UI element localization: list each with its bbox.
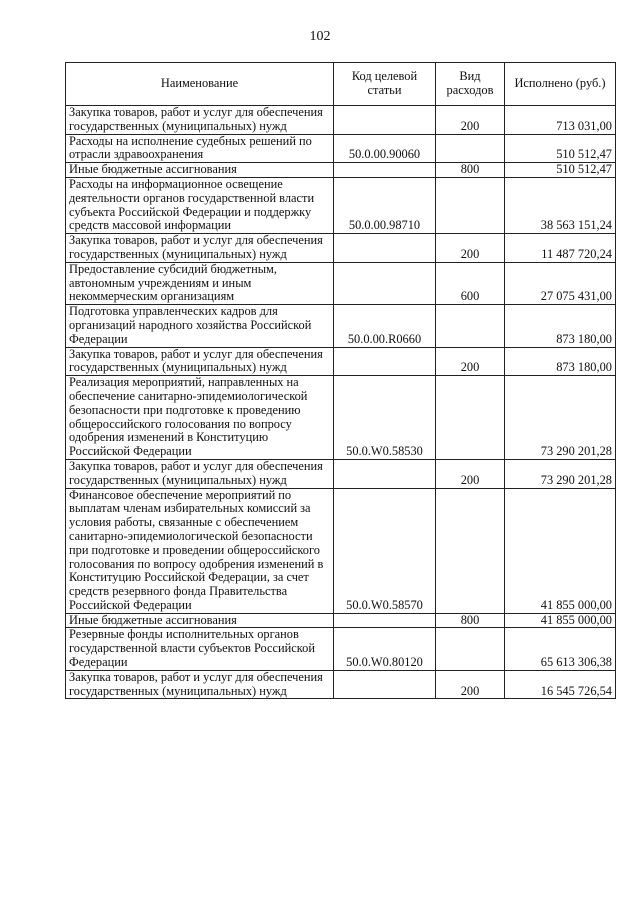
cell-target-code	[334, 106, 436, 135]
cell-expense-type	[436, 376, 505, 460]
cell-target-code	[334, 613, 436, 628]
table-row	[66, 305, 616, 347]
cell-executed-sum: 38 563 151,24	[505, 177, 616, 233]
table-row	[66, 262, 616, 304]
header-name: Наименование	[66, 63, 334, 106]
cell-executed-sum: 873 180,00	[505, 305, 616, 347]
table-row	[66, 488, 616, 613]
cell-target-code: 50.0.00.98710	[334, 177, 436, 233]
table-row	[66, 376, 616, 460]
budget-execution-table	[65, 62, 616, 699]
cell-name: Расходы на информационное освещение деятельности органов государственной власти субъекта Российской Федерации и поддержку средств массовой информации	[66, 177, 334, 233]
cell-executed-sum: 873 180,00	[505, 347, 616, 376]
cell-executed-sum: 510 512,47	[505, 163, 616, 178]
cell-target-code	[334, 234, 436, 263]
cell-name: Подготовка управленческих кадров для организаций народного хозяйства Российской Федерации	[66, 305, 334, 347]
table-row	[66, 459, 616, 488]
cell-executed-sum: 713 031,00	[505, 106, 616, 135]
cell-executed-sum: 16 545 726,54	[505, 670, 616, 699]
cell-name: Закупка товаров, работ и услуг для обеспечения государственных (муниципальных) нужд	[66, 670, 334, 699]
table-row	[66, 106, 616, 135]
cell-executed-sum: 27 075 431,00	[505, 262, 616, 304]
table-row	[66, 134, 616, 163]
cell-executed-sum: 41 855 000,00	[505, 613, 616, 628]
cell-expense-type: 200	[436, 459, 505, 488]
cell-executed-sum: 73 290 201,28	[505, 376, 616, 460]
cell-target-code: 50.0.W0.58570	[334, 488, 436, 613]
cell-target-code: 50.0.00.90060	[334, 134, 436, 163]
cell-target-code	[334, 670, 436, 699]
cell-name: Закупка товаров, работ и услуг для обеспечения государственных (муниципальных) нужд	[66, 106, 334, 135]
cell-executed-sum: 510 512,47	[505, 134, 616, 163]
cell-target-code: 50.0.00.R0660	[334, 305, 436, 347]
cell-name: Закупка товаров, работ и услуг для обеспечения государственных (муниципальных) нужд	[66, 347, 334, 376]
table-header-row	[66, 63, 616, 106]
cell-executed-sum: 73 290 201,28	[505, 459, 616, 488]
cell-executed-sum: 11 487 720,24	[505, 234, 616, 263]
cell-target-code	[334, 163, 436, 178]
cell-name: Иные бюджетные ассигнования	[66, 163, 334, 178]
cell-expense-type	[436, 177, 505, 233]
cell-expense-type: 200	[436, 347, 505, 376]
cell-expense-type: 200	[436, 670, 505, 699]
cell-target-code: 50.0.W0.58530	[334, 376, 436, 460]
cell-expense-type: 200	[436, 106, 505, 135]
cell-target-code: 50.0.W0.80120	[334, 628, 436, 670]
cell-name: Резервные фонды исполнительных органов государственной власти субъектов Российской Федерации	[66, 628, 334, 670]
cell-executed-sum: 65 613 306,38	[505, 628, 616, 670]
cell-expense-type: 200	[436, 234, 505, 263]
cell-executed-sum: 41 855 000,00	[505, 488, 616, 613]
table-row	[66, 163, 616, 178]
table-body	[66, 106, 616, 699]
page-number: 102	[309, 29, 331, 44]
cell-expense-type: 600	[436, 262, 505, 304]
table-row	[66, 234, 616, 263]
header-code: Код целевой статьи	[334, 63, 436, 106]
cell-expense-type	[436, 134, 505, 163]
cell-name: Закупка товаров, работ и услуг для обеспечения государственных (муниципальных) нужд	[66, 459, 334, 488]
header-expense-type: Вид расходов	[436, 63, 505, 106]
table-row	[66, 177, 616, 233]
cell-target-code	[334, 459, 436, 488]
table-row	[66, 347, 616, 376]
cell-expense-type	[436, 488, 505, 613]
cell-expense-type	[436, 305, 505, 347]
cell-name: Финансовое обеспечение мероприятий по выплатам членам избирательных комиссий за условия работы, связанные с обеспечением санитарно-эпидемиологической безопасности при подготовке и проведении общероссийского голосования по вопросу одобрения изменений в Конституцию Российской Федерации, за счет средств резервного фонда Правительства Российской Федерации	[66, 488, 334, 613]
cell-name: Предоставление субсидий бюджетным, автономным учреждениям и иным некоммерческим организациям	[66, 262, 334, 304]
header-executed-sum: Исполнено (руб.)	[505, 63, 616, 106]
cell-target-code	[334, 262, 436, 304]
table-row	[66, 670, 616, 699]
cell-expense-type: 800	[436, 163, 505, 178]
table-row	[66, 628, 616, 670]
cell-target-code	[334, 347, 436, 376]
cell-name: Иные бюджетные ассигнования	[66, 613, 334, 628]
cell-expense-type	[436, 628, 505, 670]
cell-name: Расходы на исполнение судебных решений по отрасли здравоохранения	[66, 134, 334, 163]
cell-name: Реализация мероприятий, направленных на обеспечение санитарно-эпидемиологической безопасности при подготовке к проведению общероссийского голосования по вопросу одобрения изменений в Конституцию Российской Федерации	[66, 376, 334, 460]
cell-name: Закупка товаров, работ и услуг для обеспечения государственных (муниципальных) нужд	[66, 234, 334, 263]
table-row	[66, 613, 616, 628]
cell-expense-type: 800	[436, 613, 505, 628]
